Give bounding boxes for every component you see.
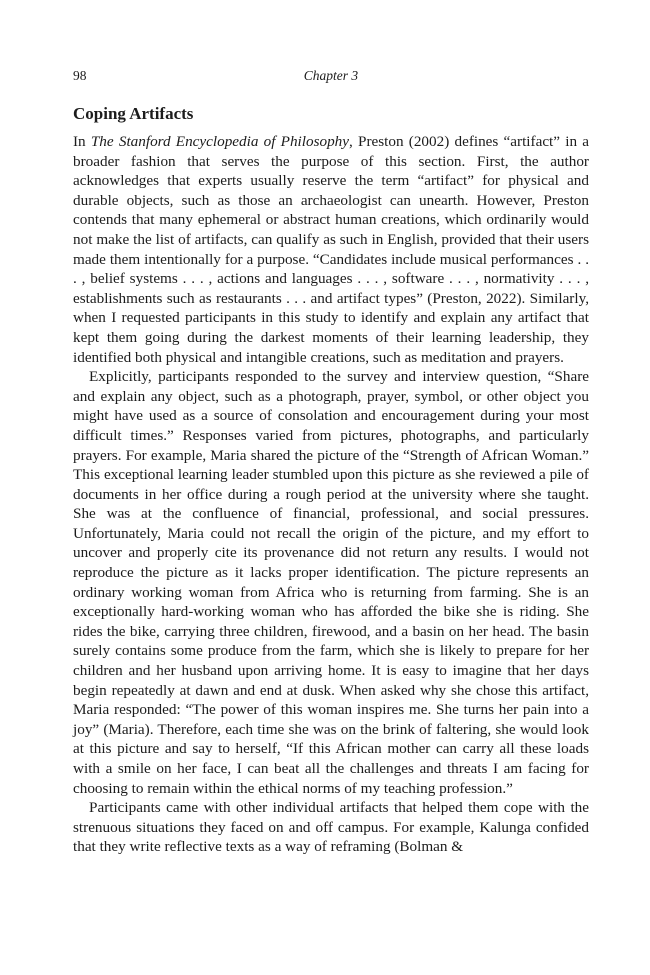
paragraph-1 (73, 132, 589, 367)
body-text (73, 132, 589, 857)
book-page (73, 66, 589, 857)
cited-work-title: The Stanford Encyclopedia of Philosophy (90, 133, 350, 150)
section-heading: Coping Artifacts (73, 104, 194, 123)
page-number: 98 (73, 68, 87, 83)
paragraph-3: Participants came with other individual artifacts that helped them cope with the strenuous situations they faced on and off campus. For example, Kalunga confided that they write reflective texts as a way of reframing (Bolman & (73, 799, 589, 856)
paragraph-1-lead: In (73, 133, 91, 150)
chapter-label: Chapter 3 (303, 68, 359, 83)
paragraph-1-text: , Preston (2002) defines “artifact” in a broader fashion that serves the purpose of this section. First, the author acknowledges that experts usually reserve the term “artifact” for physical and durable objects, such as those an archaeologist can unearth. However, Preston contends that many ephemeral or abstract human creations, which ordinarily would not make the list of artifacts, can qualify as such in English, provided that their users made them intentionally for a purpose. “Candidates include musical performances . . . , belief systems . . . , actions and languages . . . , software . . . , normativity . . . , establishments such as restaurants . . . and artifact types” (Preston, 2022). Similarly, when I requested participants in this study to identify and explain any artifact that kept them going during the darkest moments of their learning leadership, they identified both physical and intangible creations, such as meditation and prayers. (73, 133, 589, 366)
running-header (73, 66, 589, 86)
paragraph-2: Explicitly, participants responded to the survey and interview question, “Share and explain any object, such as a photograph, prayer, symbol, or other object you might have used as a source of consolation and encouragement during your most difficult times.” Responses varied from pictures, photographs, and particularly prayers. For example, Maria shared the picture of the “Strength of African Woman.” This exceptional learning leader stumbled upon this picture as she reviewed a pile of documents in her office during a rough period at the university where she taught. She was at the confluence of financial, professional, and social pressures. Unfortunately, Maria could not recall the origin of the picture, and my effort to uncover and properly cite its provenance did not return any results. I would not reproduce the picture as it lacks proper identification. The picture represents an ordinary working woman from Africa who is returning from farming. She is an exceptionally hard-working woman who has afforded the bike she is riding. She rides the bike, carrying three children, firewood, and a basin on her head. The basin surely contains some produce from the farm, which she is likely to prepare for her children and her husband upon arriving home. It is easy to imagine that her days begin repeatedly at dawn and end at dusk. When asked why she chose this artifact, Maria responded: “The power of this woman inspires me. She turns her pain into a joy” (Maria). Therefore, each time she was on the brink of faltering, she would look at this picture and say to herself, “If this African mother can carry all these loads with a smile on her face, I can beat all the challenges and threats I am facing for choosing to remain within the ethical norms of my teaching profession.” (73, 368, 589, 797)
